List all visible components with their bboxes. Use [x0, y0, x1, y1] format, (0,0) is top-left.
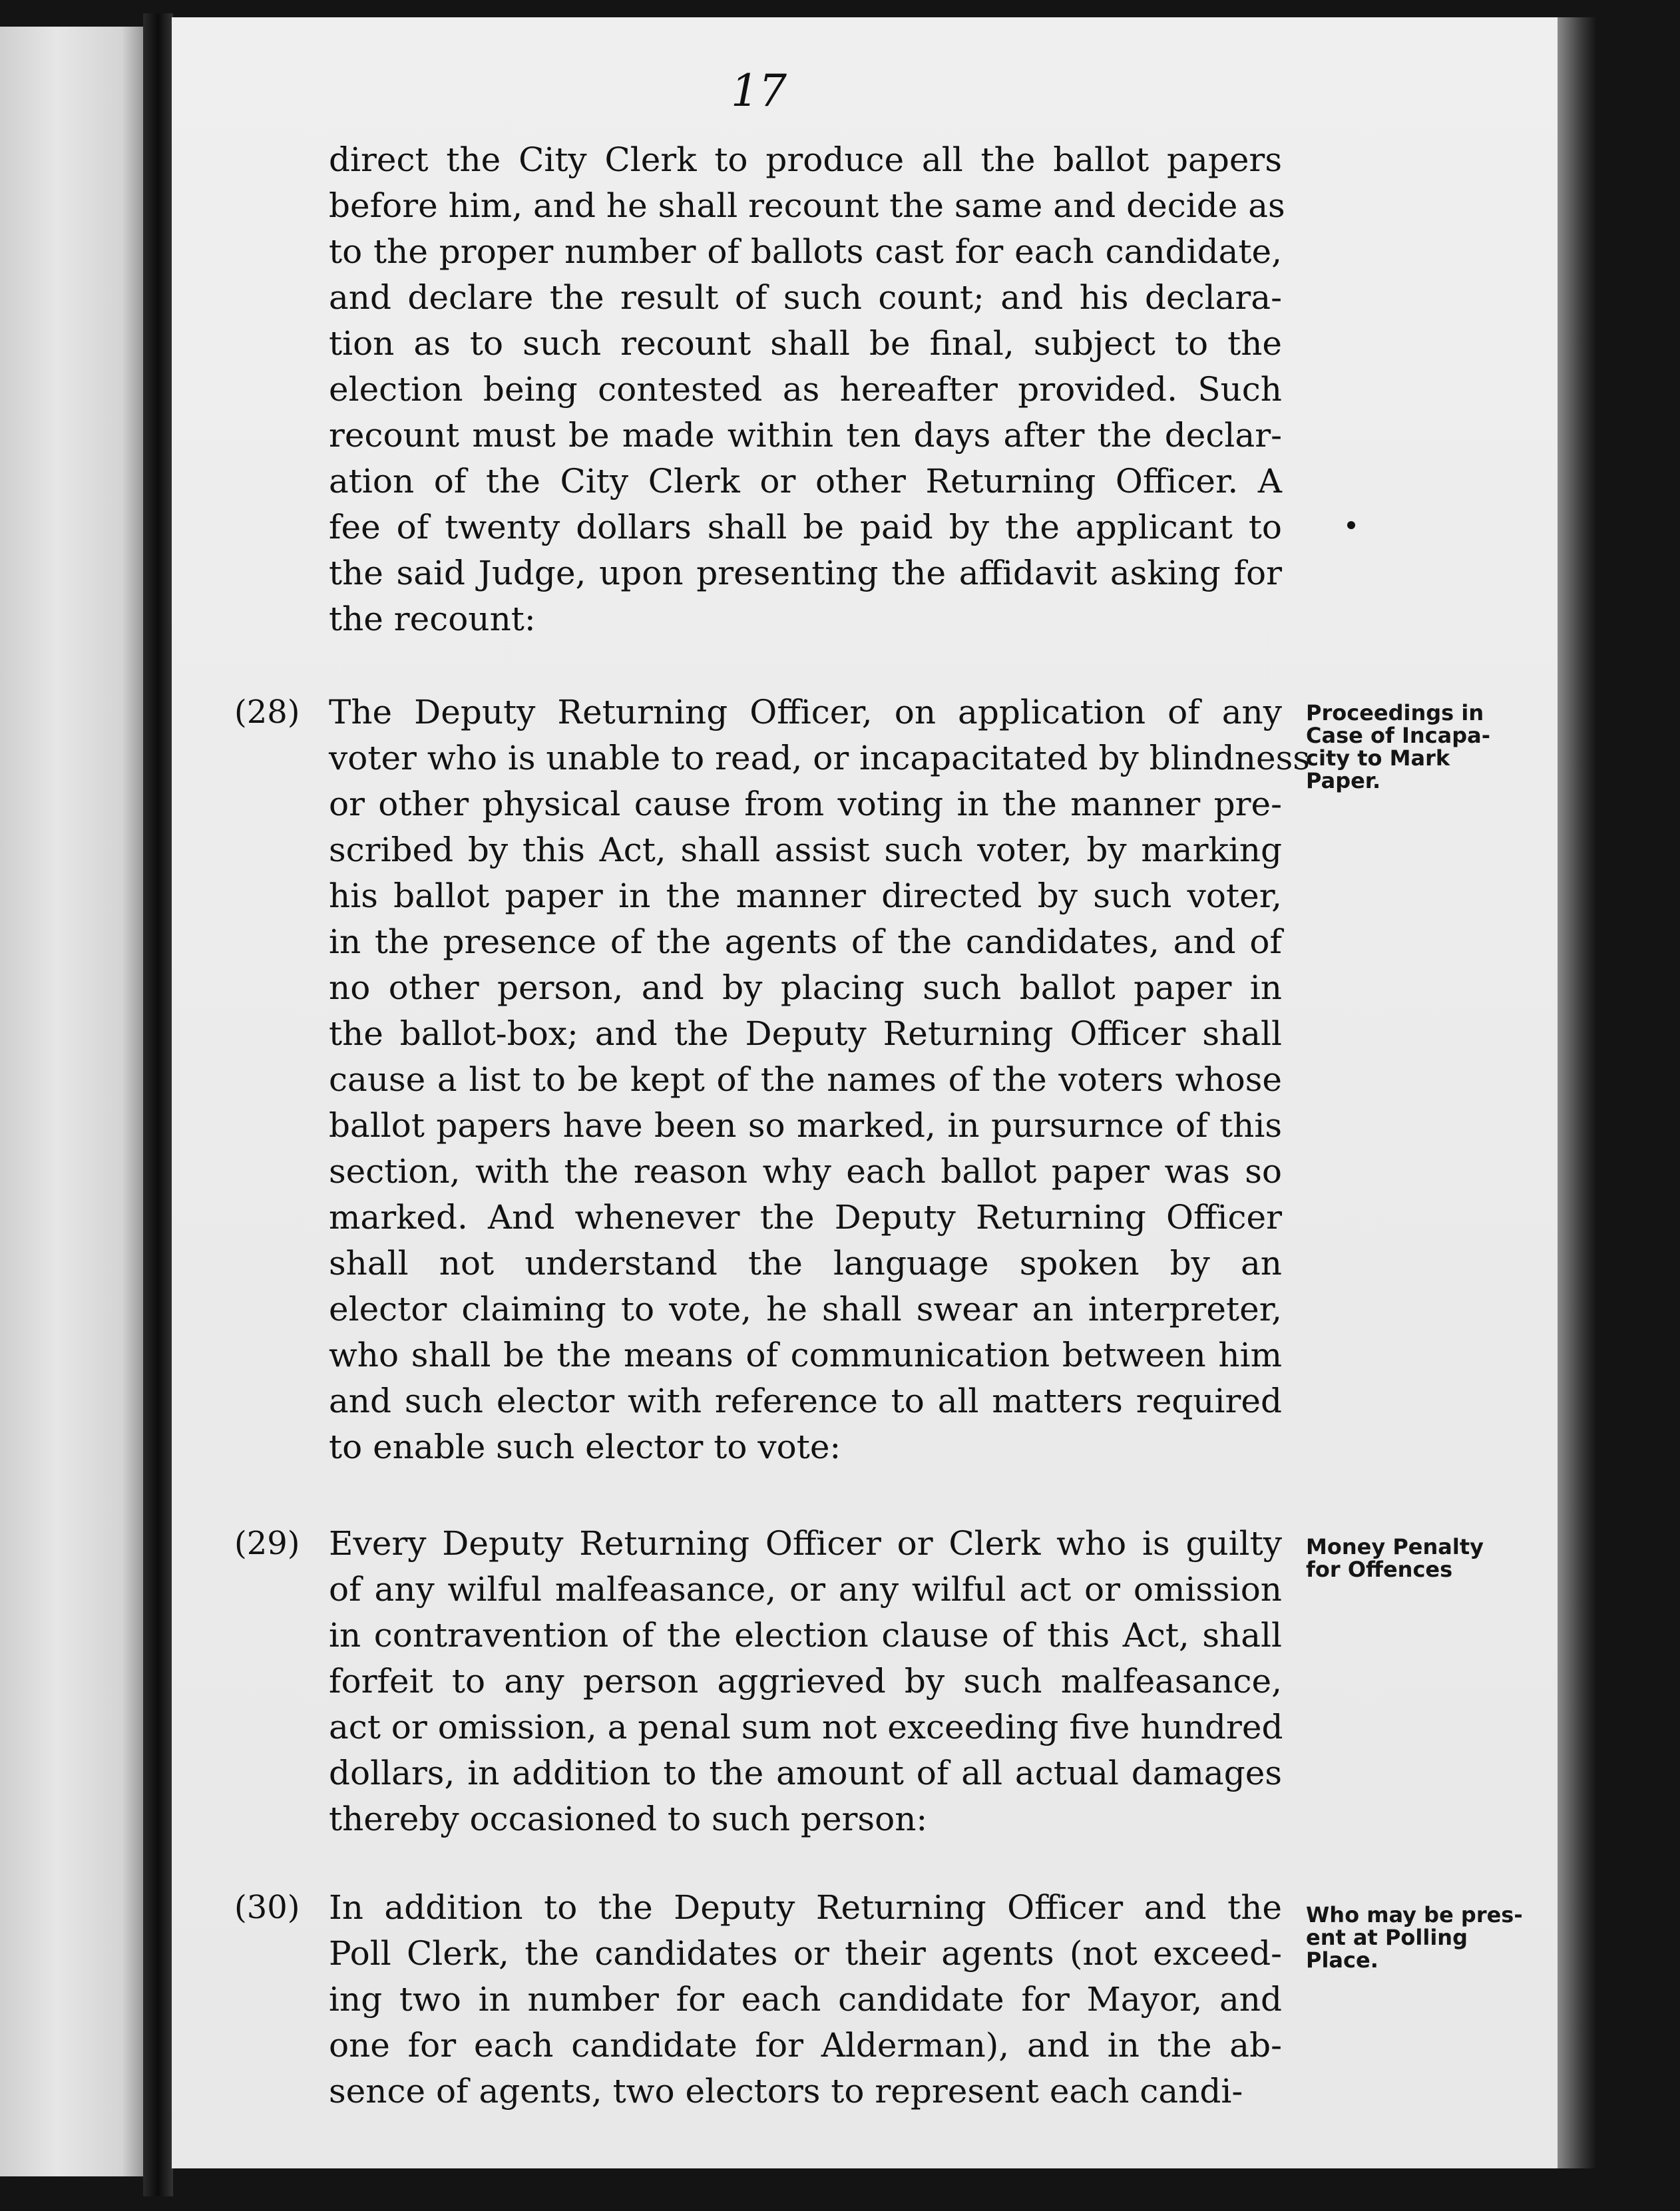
text-line: one for each candidate for Alderman), and in the ab-	[329, 2026, 1282, 2065]
page-number: 17	[731, 65, 787, 116]
text-line: to the proper number of ballots cast for each candidate,	[329, 232, 1282, 271]
text-line: act or omission, a penal sum not exceeding five hundred	[329, 1708, 1283, 1746]
text-line: dollars, in addition to the amount of all actual damages	[329, 1754, 1282, 1792]
margin-note-line: ent at Polling	[1306, 1925, 1468, 1950]
adjacent-page-edge	[0, 27, 143, 2176]
text-line: tion as to such recount shall be final, subject to the	[329, 324, 1282, 363]
margin-note-line: Money Penalty	[1306, 1534, 1484, 1559]
section-number: (28)	[234, 694, 300, 731]
text-line: marked. And whenever the Deputy Returning Officer	[329, 1198, 1282, 1237]
text-line: thereby occasioned to such person:	[329, 1800, 928, 1838]
text-line: recount must be made within ten days after the declar-	[329, 416, 1282, 455]
margin-note	[1306, 702, 1552, 792]
text-line: before him, and he shall recount the same and decide as	[329, 186, 1285, 225]
text-line: his ballot paper in the manner directed by such voter,	[329, 877, 1282, 915]
section-body	[329, 690, 1310, 1470]
section-number: (29)	[234, 1525, 300, 1562]
text-line: of any wilful malfeasance, or any wilful act or omission	[329, 1570, 1282, 1609]
text-line: or other physical cause from voting in the manner pre-	[329, 785, 1282, 823]
margin-note-line: for Offences	[1306, 1557, 1453, 1582]
text-line: no other person, and by placing such ballot paper in	[329, 968, 1282, 1007]
margin-note	[1306, 1904, 1552, 1971]
text-line: the ballot-box; and the Deputy Returning Officer shall	[329, 1014, 1282, 1053]
text-line: voter who is unable to read, or incapacitated by blindness	[329, 739, 1310, 777]
text-line: who shall be the means of communication between him	[329, 1336, 1282, 1374]
page-right-edge-shadow	[1558, 17, 1597, 2168]
text-line: and declare the result of such count; and his declara-	[329, 278, 1282, 317]
text-line: forfeit to any person aggrieved by such malfeasance,	[329, 1662, 1282, 1701]
text-line: ing two in number for each candidate for Mayor, and	[329, 1980, 1282, 2019]
text-line: in contravention of the election clause of this Act, shall	[329, 1616, 1282, 1655]
text-line: In addition to the Deputy Returning Officer and the	[329, 1888, 1282, 1927]
text-line: ation of the City Clerk or other Returning Officer. A	[329, 462, 1282, 501]
text-line: in the presence of the agents of the candidates, and of	[329, 922, 1282, 961]
text-line: Every Deputy Returning Officer or Clerk who is guilty	[329, 1524, 1282, 1563]
text-line: Poll Clerk, the candidates or their agents (not exceed-	[329, 1934, 1282, 1973]
intro-paragraph	[329, 137, 1285, 642]
text-line: direct the City Clerk to produce all the ballot papers	[329, 140, 1282, 179]
section-number: (30)	[234, 1889, 300, 1926]
text-line: ballot papers have been so marked, in pursurnce of this	[329, 1106, 1282, 1145]
text-line: the recount:	[329, 600, 536, 638]
text-line: shall not understand the language spoken by an	[329, 1244, 1282, 1283]
section-body	[329, 1885, 1282, 2114]
text-line: scribed by this Act, shall assist such voter, by marking	[329, 831, 1282, 869]
text-line: election being contested as hereafter provided. Such	[329, 370, 1282, 409]
text-line: fee of twenty dollars shall be paid by the applicant to	[329, 508, 1282, 546]
margin-note	[1306, 1535, 1552, 1581]
margin-note-line: Who may be pres-	[1306, 1902, 1523, 1927]
margin-note-line: Case of Incapa-	[1306, 723, 1491, 748]
margin-note-line: city to Mark	[1306, 745, 1450, 771]
section-body	[329, 1521, 1282, 1842]
text-line: sence of agents, two electors to represent each candi-	[329, 2072, 1243, 2110]
margin-note-line: Place.	[1306, 1947, 1378, 1973]
text-line: the said Judge, upon presenting the affidavit asking for	[329, 554, 1282, 592]
text-line: section, with the reason why each ballot paper was so	[329, 1152, 1282, 1191]
text-line: elector claiming to vote, he shall swear an interpreter,	[329, 1290, 1282, 1328]
ink-speck	[1347, 521, 1355, 529]
margin-note-line: Paper.	[1306, 768, 1381, 793]
text-line: and such elector with reference to all matters required	[329, 1382, 1282, 1420]
margin-note-line: Proceedings in	[1306, 700, 1484, 725]
text-line: The Deputy Returning Officer, on application of any	[329, 693, 1282, 731]
text-line: cause a list to be kept of the names of the voters whose	[329, 1060, 1282, 1099]
text-line: to enable such elector to vote:	[329, 1428, 841, 1466]
book-gutter	[143, 13, 173, 2196]
